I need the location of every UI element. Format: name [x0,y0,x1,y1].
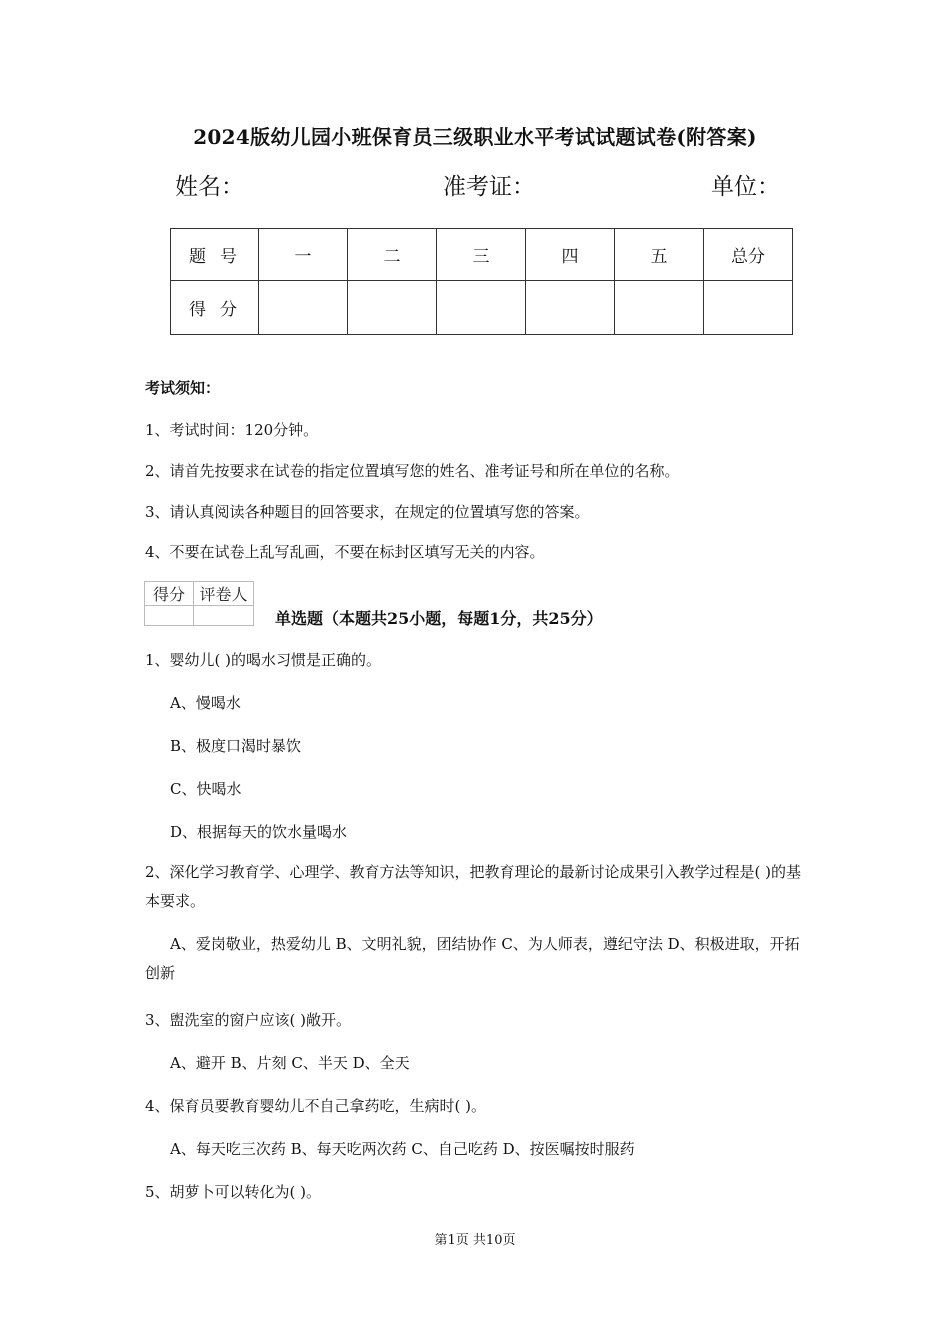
question-option: A、慢喝水 [170,694,241,712]
question-stem: 4、保育员要教育婴幼儿不自己拿药吃，生病时( )。 [145,1097,487,1115]
grader-box [144,581,254,626]
score-entry-cell[interactable] [437,281,526,335]
name-field-label: 姓名： [175,174,244,200]
score-table-header-row [171,229,793,281]
question-options: A、避开 B、片刻 C、半天 D、全天 [170,1054,410,1072]
score-entry-cell[interactable] [259,281,348,335]
score-table-cell: 五 [615,229,704,281]
question-stem: 3、盥洗室的窗户应该( )敞开。 [145,1011,352,1029]
score-table-score-row [171,281,793,335]
grader-score-cell[interactable] [145,606,194,626]
question-options: A、每天吃三次药 B、每天吃两次药 C、自己吃药 D、按医嘱按时服药 [170,1140,635,1158]
score-table-cell: 得分 [171,281,259,335]
grader-score-label: 得分 [145,582,194,606]
notice-item: 3、请认真阅读各种题目的回答要求，在规定的位置填写您的答案。 [145,503,590,521]
question-stem: 2、深化学习教育学、心理学、教育方法等知识，把教育理论的最新讨论成果引入教学过程是( )的基本要求。 [145,863,802,910]
question-option: B、极度口渴时暴饮 [170,737,302,755]
score-table-cell: 三 [437,229,526,281]
question-option: D、根据每天的饮水量喝水 [170,823,348,841]
question-options: A、爱岗敬业，热爱幼儿 B、文明礼貌，团结协作 C、为人师表，遵纪守法 D、积极进取，开拓创新 [145,935,800,982]
score-entry-cell[interactable] [704,281,793,335]
grader-reviewer-cell[interactable] [194,606,254,626]
exam-id-field-label: 准考证： [443,174,535,200]
score-entry-cell[interactable] [615,281,704,335]
score-table-cell: 题号 [171,229,259,281]
score-table-cell: 总分 [704,229,793,281]
section-title: 单选题（本题共25小题，每题1分，共25分） [275,609,603,628]
question-stem: 1、婴幼儿( )的喝水习惯是正确的。 [145,651,382,669]
score-table [170,228,793,335]
score-table-cell: 二 [348,229,437,281]
grader-reviewer-label: 评卷人 [194,582,254,606]
score-table-cell: 一 [259,229,348,281]
score-table-cell: 四 [526,229,615,281]
question-stem: 5、胡萝卜可以转化为( )。 [145,1183,322,1201]
question-option: C、快喝水 [170,780,242,798]
unit-field-label: 单位： [711,174,780,200]
candidate-fields [0,168,950,208]
score-entry-cell[interactable] [526,281,615,335]
notice-item: 2、请首先按要求在试卷的指定位置填写您的姓名、准考证号和所在单位的名称。 [145,462,680,480]
score-entry-cell[interactable] [348,281,437,335]
notice-item: 1、考试时间：120分钟。 [145,421,319,439]
notice-item: 4、不要在试卷上乱写乱画，不要在标封区填写无关的内容。 [145,543,545,561]
page-title: 2024版幼儿园小班保育员三级职业水平考试试题试卷(附答案) [193,125,757,149]
page-footer: 第1页 共10页 [434,1233,516,1248]
notice-heading: 考试须知： [145,379,221,397]
